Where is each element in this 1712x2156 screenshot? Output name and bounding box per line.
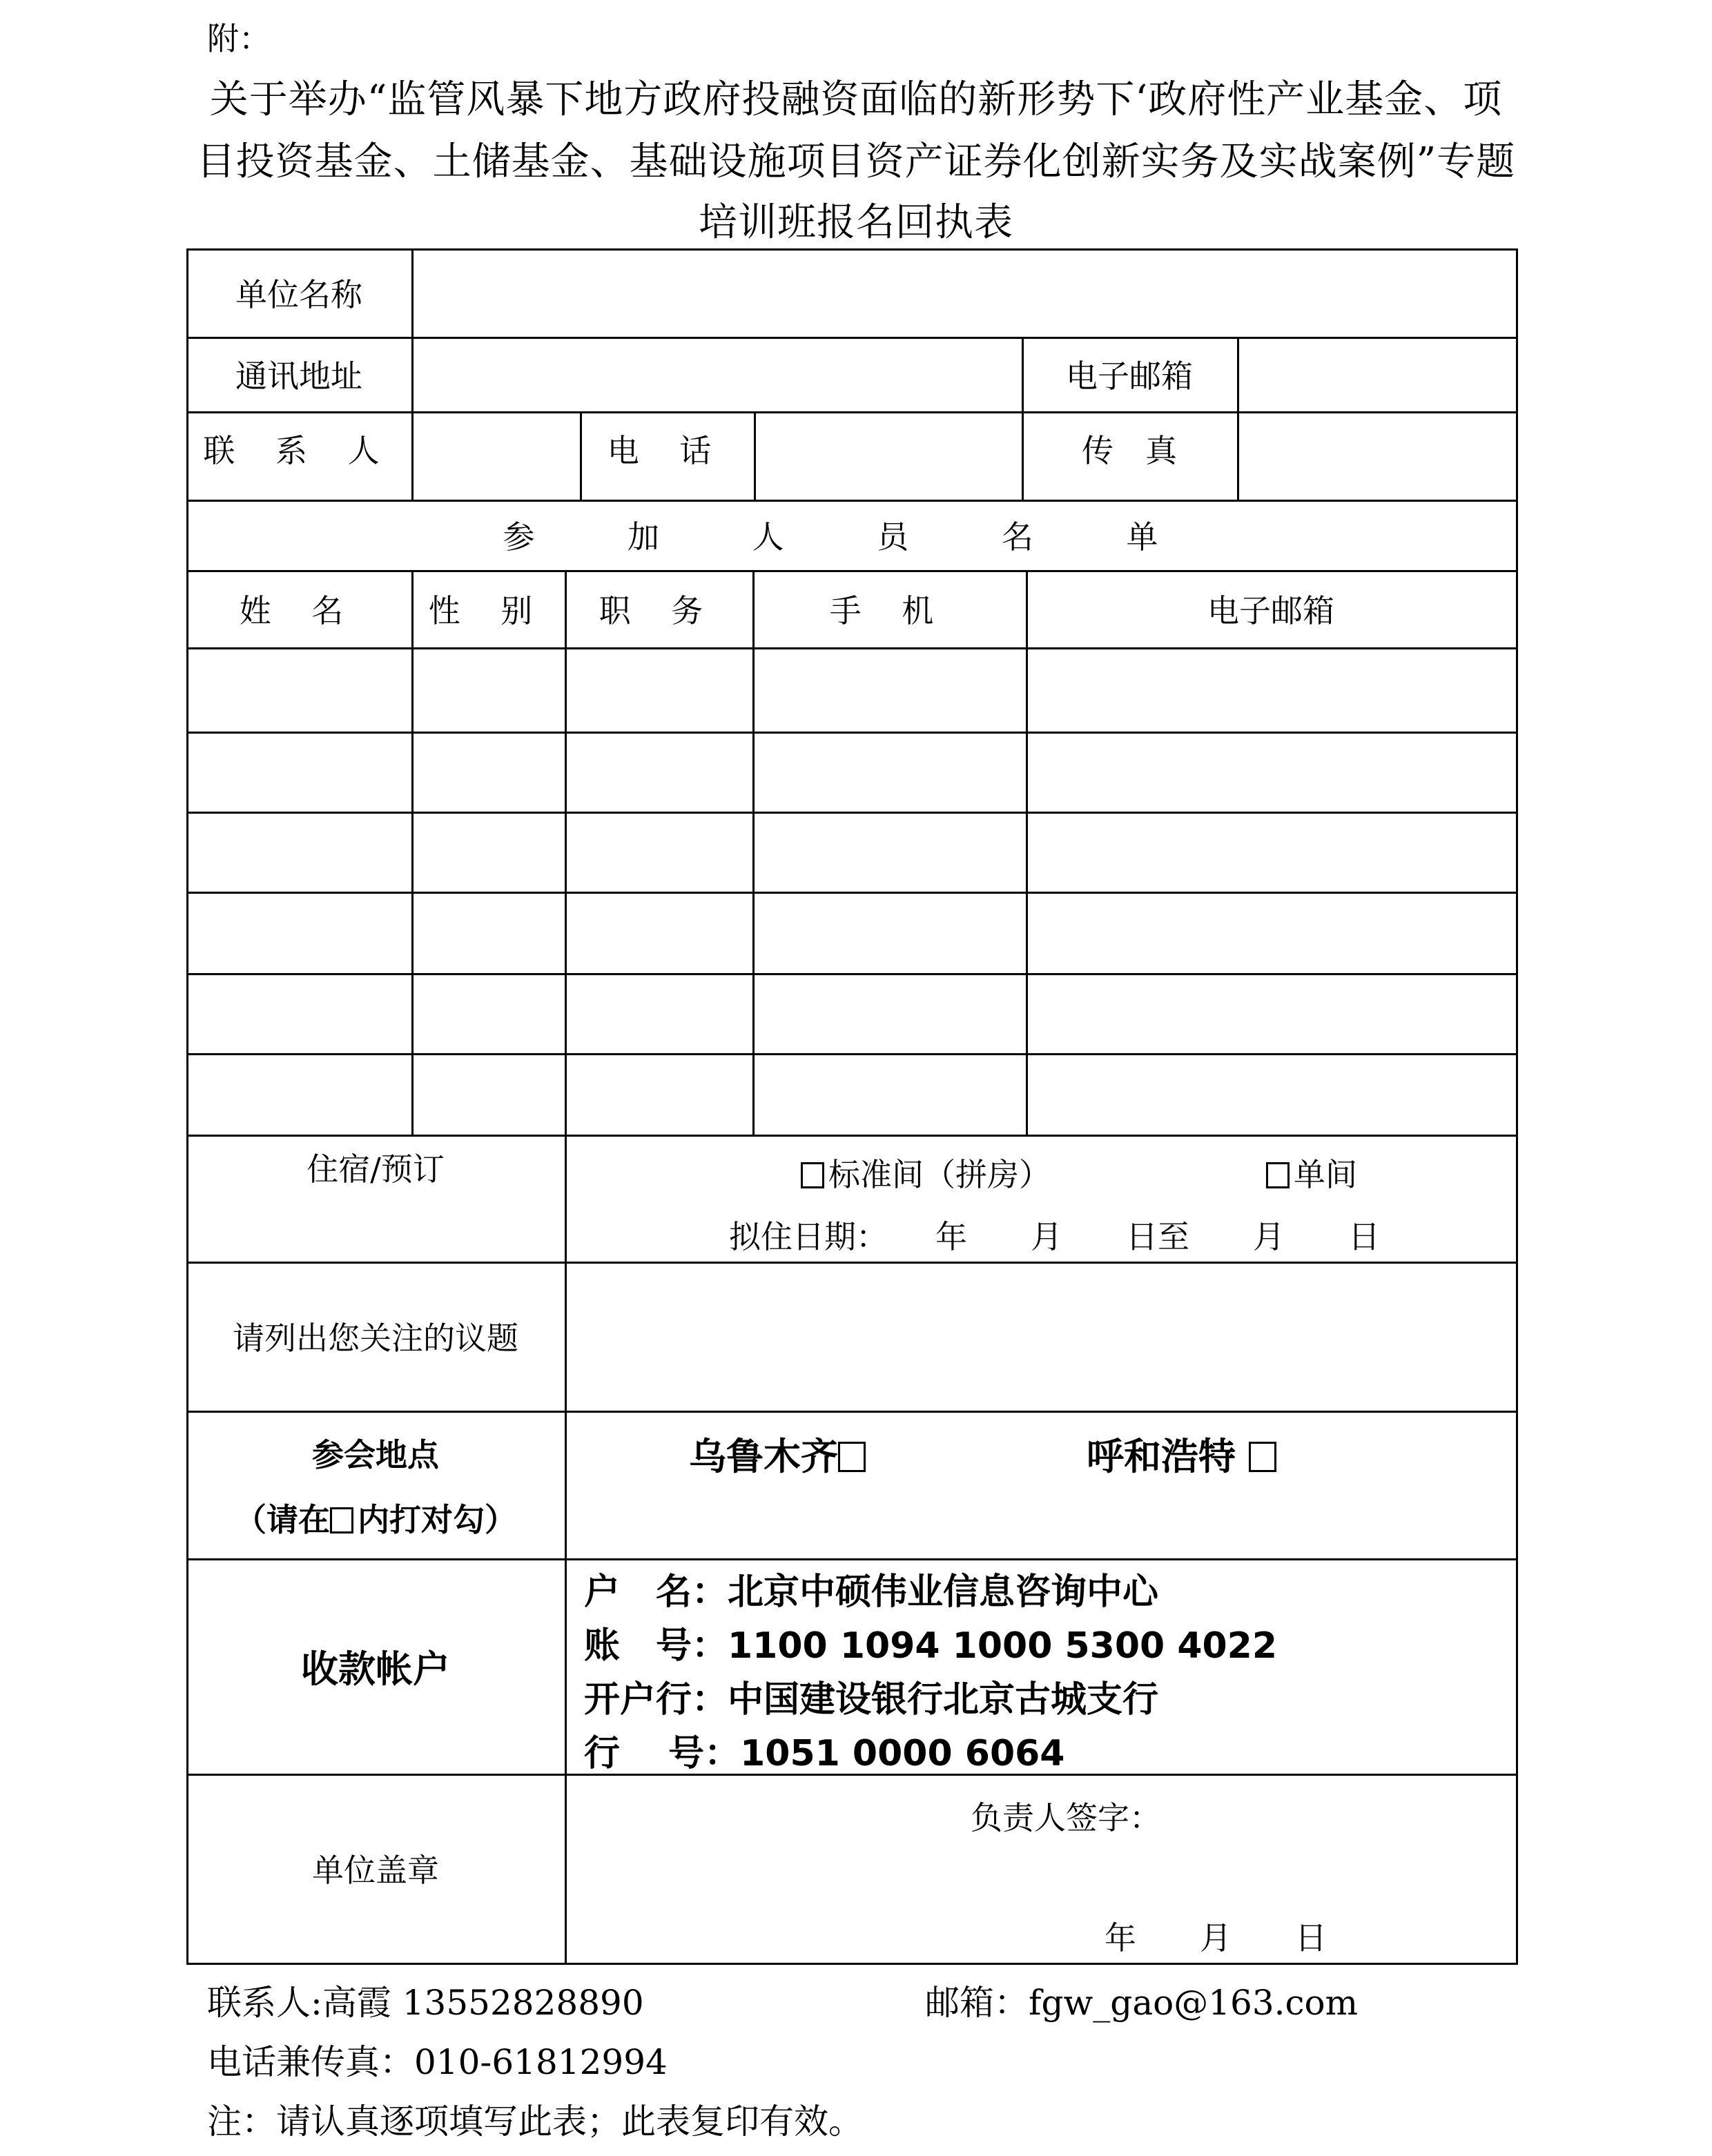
unit-name-label: 单位名称 (235, 276, 362, 313)
signature-label: 负责人签字： (971, 1799, 1161, 1836)
lodging-label: 住宿/预订 (307, 1150, 445, 1188)
col-header-gender: 性 别 (428, 592, 548, 629)
seal-label: 单位盖章 (312, 1852, 439, 1889)
city-urumqi-option[interactable] (689, 1427, 870, 1480)
checkbox-icon[interactable] (801, 1162, 824, 1188)
footer-contact: 联系人:高霞 13552828890 (207, 1983, 644, 2023)
unit-name-field[interactable] (411, 248, 1516, 337)
participant-row[interactable] (186, 973, 1516, 1053)
fax-label: 传 真 (1082, 432, 1177, 469)
topics-field[interactable] (565, 1262, 1516, 1411)
col-header-email: 电子邮箱 (1207, 592, 1334, 629)
registration-form-table (186, 248, 1516, 1963)
participant-row[interactable] (186, 732, 1516, 812)
account-number: 账 号：1100 1094 1000 5300 4022 (584, 1625, 1278, 1667)
participant-row[interactable] (186, 892, 1516, 973)
phone-label: 电 话 (607, 432, 727, 469)
footer-note: 注：请认真逐项填写此表；此表复印有效。 (207, 2101, 863, 2142)
city-hohhot-option[interactable] (1087, 1427, 1281, 1480)
sign-date-label: 年 月 日 (1105, 1919, 1327, 1957)
form-title-line-2: 目投资基金、土储基金、基础设施项目资产证券化创新实务及实战案例”专题 (196, 139, 1516, 184)
participant-row[interactable] (186, 812, 1516, 892)
room-standard-option[interactable] (801, 1150, 1051, 1195)
account-bank-number: 行 号：1051 0000 6064 (584, 1733, 1065, 1774)
checkbox-icon[interactable] (838, 1442, 866, 1472)
form-title-line-3: 培训班报名回执表 (699, 200, 1013, 245)
contact-label: 联 系 人 (203, 432, 395, 469)
participant-row[interactable] (186, 1053, 1516, 1135)
participants-heading: 参 加 人 员 名 单 (503, 518, 1200, 556)
checkbox-icon[interactable] (1249, 1442, 1276, 1472)
email-field[interactable] (1237, 337, 1516, 411)
stay-date-label: 拟住日期： 年 月 日至 月 日 (729, 1218, 1380, 1255)
checkbox-icon[interactable] (1266, 1162, 1290, 1188)
col-header-position: 职 务 (599, 592, 719, 629)
room-single-option[interactable] (1266, 1150, 1357, 1195)
account-bank: 开户行：中国建设银行北京古城支行 (584, 1679, 1159, 1721)
address-field[interactable] (411, 337, 1022, 411)
col-header-mobile: 手 机 (829, 592, 949, 629)
room-single-label: 单间 (1294, 1156, 1357, 1193)
account-name: 户 名：北京中硕伟业信息咨询中心 (584, 1571, 1159, 1613)
footer-phone-fax: 电话兼传真：010-61812994 (207, 2042, 668, 2082)
checkbox-icon (330, 1507, 353, 1533)
address-label: 通讯地址 (235, 357, 362, 395)
topics-label: 请列出您关注的议题 (233, 1320, 518, 1357)
form-title-line-1: 关于举办“监管风暴下地方政府投融资面临的新形势下‘政府性产业基金、项 (209, 77, 1503, 122)
contact-field[interactable] (411, 411, 580, 500)
city-urumqi-label: 乌鲁木齐 (689, 1435, 838, 1478)
col-header-name: 姓 名 (239, 592, 359, 629)
attachment-label: 附： (207, 20, 271, 57)
footer-email: 邮箱：fgw_gao@163.com (925, 1983, 1359, 2023)
participant-row[interactable] (186, 647, 1516, 732)
room-standard-label: 标准间（拼房） (828, 1156, 1051, 1193)
account-label: 收款帐户 (301, 1647, 450, 1691)
venue-hint: （请在 内打对勾） (235, 1501, 516, 1538)
fax-field[interactable] (1237, 411, 1516, 500)
city-hohhot-label: 呼和浩特 (1087, 1435, 1236, 1478)
email-label: 电子邮箱 (1066, 357, 1193, 395)
phone-field[interactable] (754, 411, 1022, 500)
venue-label: 参会地点 (312, 1436, 439, 1473)
